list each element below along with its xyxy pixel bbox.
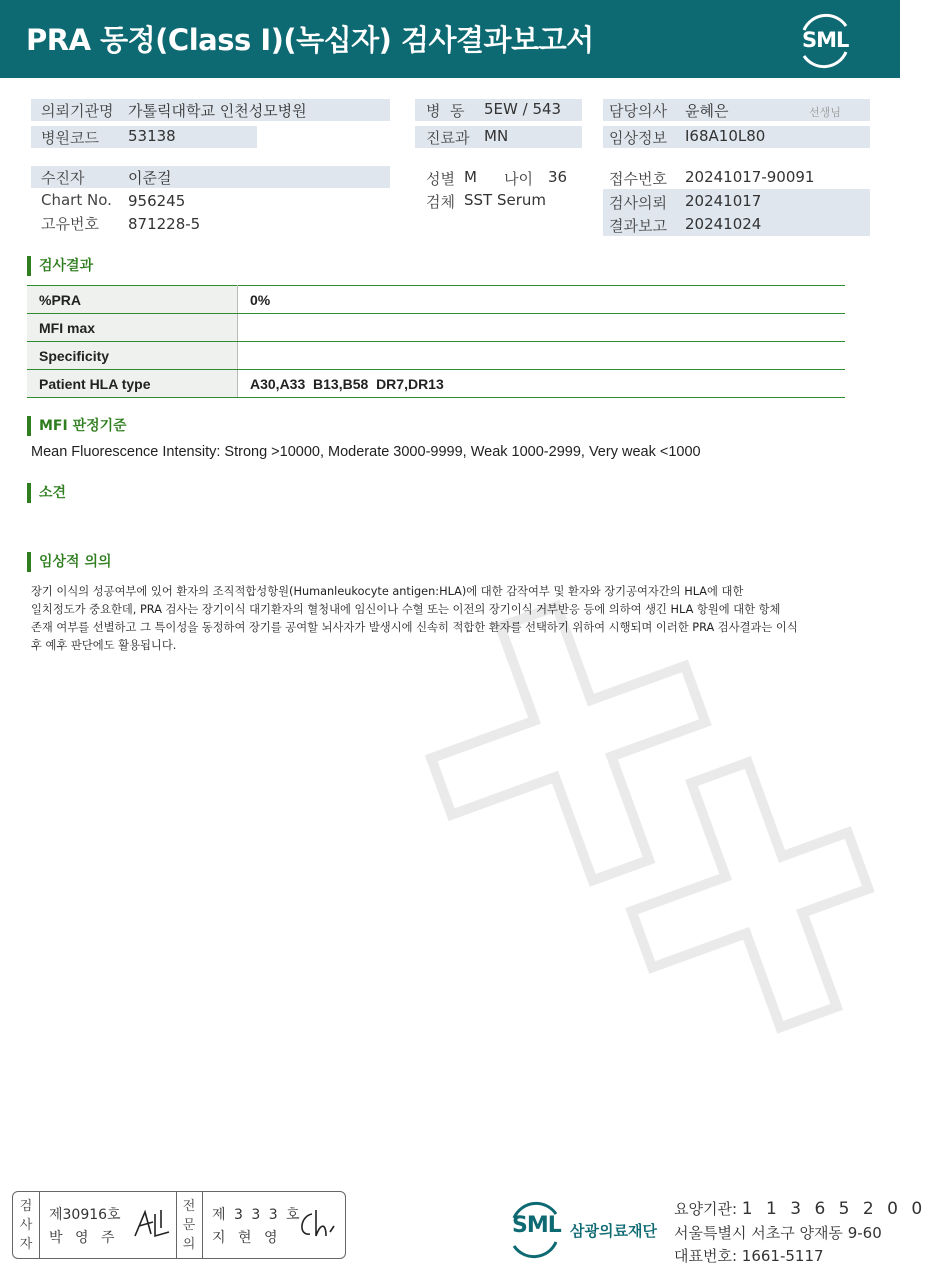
clinical-heading: 임상적 의의: [27, 552, 112, 572]
clinical-value: I68A10L80: [685, 127, 766, 145]
institution-code-label: 요양기관:: [674, 1200, 742, 1218]
patient-value: 이준걸: [128, 169, 172, 187]
ward-value: 5EW / 543: [484, 100, 562, 118]
examiner-label-char: 자: [19, 1237, 33, 1252]
opinion-heading: 소견: [27, 483, 66, 503]
watermark-crosses: [405, 590, 875, 1064]
table-row: [27, 314, 845, 342]
results-table: [27, 285, 845, 398]
doctor-value: 윤혜은: [685, 102, 729, 120]
examiner-label-char: 사: [19, 1218, 33, 1233]
hospital-label: 의뢰기관명: [41, 102, 114, 120]
request-value: 20241017: [685, 192, 762, 210]
doctor-label: 담당의사: [609, 102, 667, 120]
dept-label: 진료과: [426, 129, 470, 147]
examiner-license: 제30916호: [49, 1207, 121, 1223]
result-key: Specificity: [27, 342, 238, 370]
report-date-label: 결과보고: [609, 217, 667, 235]
institution-code: [674, 1198, 926, 1219]
hospcode-value: 53138: [128, 127, 176, 145]
report-title: PRA 동정(Class I)(녹십자) 검사결과보고서: [26, 23, 594, 57]
institution-code-value: 1 1 3 6 5 2 0 0: [741, 1199, 926, 1219]
result-value: [238, 314, 846, 342]
clinical-label: 임상정보: [609, 129, 667, 147]
age-value: 36: [548, 168, 568, 186]
table-row: [27, 286, 845, 314]
chart-label: Chart No.: [41, 191, 112, 209]
mfi-criteria-text: Mean Fluorescence Intensity: Strong >10000, Moderate 3000-9999, Weak 1000-2999, Very weak <1000: [31, 444, 701, 460]
specialist-label-char: 문: [182, 1218, 196, 1233]
request-label: 검사의뢰: [609, 194, 667, 212]
result-value: [238, 342, 846, 370]
chart-value: 956245: [128, 192, 186, 210]
specimen-value: SST Serum: [464, 191, 547, 209]
footer-logo-text: SML: [512, 1213, 561, 1238]
report-header: [0, 0, 900, 78]
clinical-line: 후 예후 판단에도 활용됩니다.: [31, 639, 177, 652]
uid-value: 871228-5: [128, 215, 201, 233]
specialist-cell: [202, 1192, 345, 1258]
signature-box: [12, 1191, 346, 1259]
specialist-signature: [296, 1206, 338, 1242]
patient-label: 수진자: [41, 169, 85, 187]
phone-label: 대표번호:: [674, 1247, 742, 1265]
result-key: Patient HLA type: [27, 370, 238, 398]
hospital-value: 가톨릭대학교 인천성모병원: [128, 102, 307, 120]
table-row: [27, 342, 845, 370]
examiner-label-char: 검: [19, 1199, 33, 1214]
examiner-name: 박 영 주: [49, 1230, 119, 1246]
footer-brand-name: 삼광의료재단: [570, 1222, 657, 1240]
specialist-name: 지 현 영: [212, 1230, 282, 1246]
footer-phone: [674, 1245, 824, 1266]
specialist-label-cell: [176, 1192, 203, 1258]
specimen-label: 검체: [426, 193, 455, 211]
result-value: 0%: [238, 286, 846, 314]
result-key: %PRA: [27, 286, 238, 314]
uid-label: 고유번호: [41, 215, 99, 233]
ward-label: 병 동: [426, 102, 465, 120]
receipt-value: 20241017-90091: [685, 168, 815, 186]
specialist-label-char: 전: [182, 1199, 196, 1214]
hospcode-label: 병원코드: [41, 129, 99, 147]
report-date-value: 20241024: [685, 215, 762, 233]
sml-logo: [796, 12, 854, 68]
results-heading: 검사결과: [27, 256, 93, 276]
examiner-signature: [131, 1206, 173, 1242]
specialist-license: 제 3 3 3 호: [212, 1207, 302, 1223]
result-value: A30,A33 B13,B58 DR7,DR13: [238, 370, 846, 398]
result-key: MFI max: [27, 314, 238, 342]
clinical-line: 장기 이식의 성공여부에 있어 환자의 조직적합성항원(Humanleukocyte antigen:HLA)에 대한 감작여부 및 환자와 장기공여자간의 HLA에 대한: [31, 585, 744, 598]
patient-bar: [31, 166, 390, 188]
examiner-cell: [39, 1192, 177, 1258]
phone-value: 1661-5117: [741, 1247, 824, 1265]
table-row: [27, 370, 845, 398]
sex-value: M: [464, 168, 477, 186]
dept-value: MN: [484, 127, 509, 145]
doctor-suffix: 선생님: [809, 106, 841, 119]
mfi-heading: MFI 판정기준: [27, 416, 127, 436]
clinical-line: 존재 여부를 선별하고 그 특이성을 동정하여 장기를 공여할 뇌사자가 발생시에 신속히 적합한 환자를 선택하기 위하여 시행되며 이러한 PRA 검사결과는 이식: [31, 621, 798, 634]
age-label: 나이: [504, 170, 533, 188]
specialist-label-char: 의: [182, 1237, 196, 1252]
logo-text: SML: [802, 28, 849, 52]
sex-label: 성별: [426, 170, 455, 188]
receipt-label: 접수번호: [609, 170, 667, 188]
examiner-label-cell: [13, 1192, 40, 1258]
clinical-line: 일치정도가 중요한데, PRA 검사는 장기이식 대기환자의 혈청내에 임신이나 수혈 또는 이전의 장기이식 거부반응 등에 의하여 생긴 HLA 항원에 대한 항체: [31, 603, 781, 616]
footer-address: 서울특별시 서초구 양재동 9-60: [674, 1224, 882, 1242]
